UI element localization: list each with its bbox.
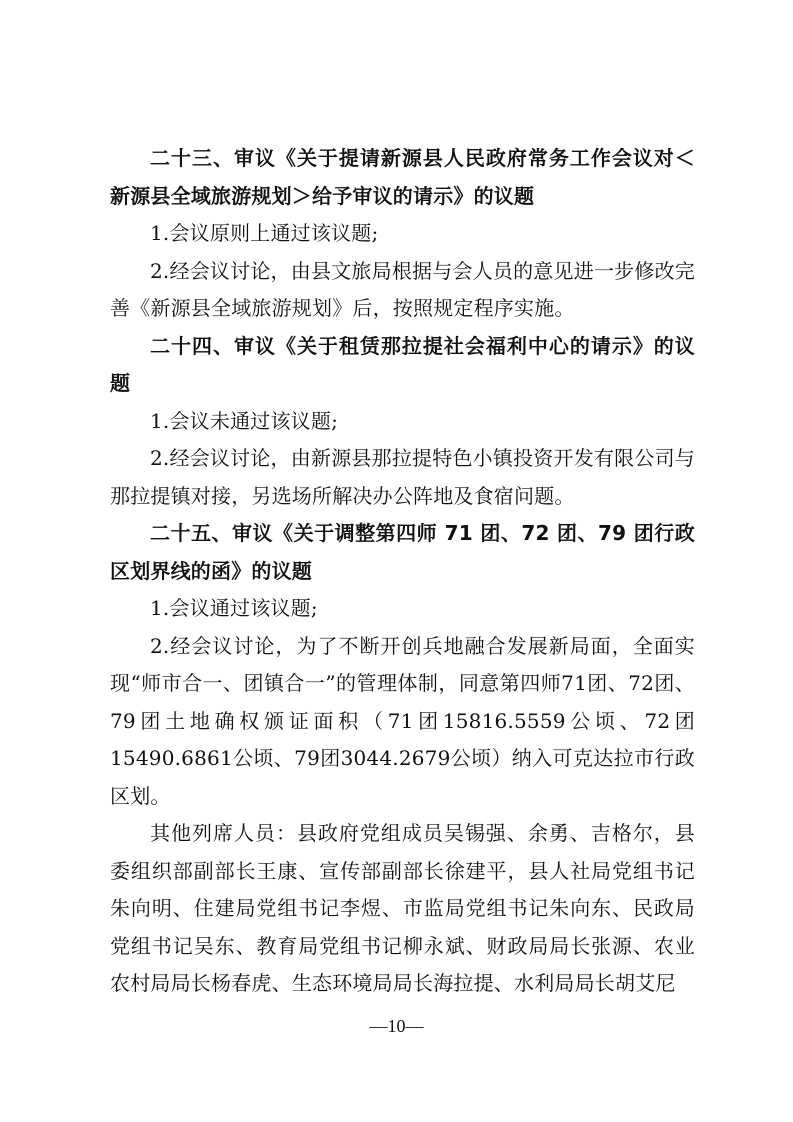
page-number: —10—	[369, 1016, 424, 1036]
agenda-item-25-decision-1: 1.会议通过该议题;	[150, 596, 318, 620]
document-body	[110, 140, 695, 1003]
other-attendees-paragraph: 其他列席人员：县政府党组成员吴锡强、余勇、吉格尔，县委组织部副部长王康、宣传部副部长徐建平，县人社局党组书记朱向明、住建局党组书记李煜、市监局党组书记朱向东、民政局党组书记吴东、教育局党组书记柳永斌、财政局局长张源、农业农村局局长杨春虎、生态环境局局长海拉提、水利局局长胡艾尼	[110, 821, 695, 995]
agenda-item-23-decision-1: 1.会议原则上通过该议题;	[150, 221, 379, 245]
agenda-item-25-decision-2: 2.经会议讨论，为了不断开创兵地融合发展新局面，全面实现“师市合一、团镇合一”的管理体制，同意第四师71团、72团、79团土地确权颁证面积（71团15816.5559公顷、72团15490.6861公顷、79团3044.2679公顷）纳入可克达拉市行政区划。	[110, 633, 695, 808]
agenda-item-23-decision-2: 2.经会议讨论，由县文旅局根据与会人员的意见进一步修改完善《新源县全域旅游规划》后，按照规定程序实施。	[110, 258, 695, 320]
agenda-item-24-decision-2: 2.经会议讨论，由新源县那拉提特色小镇投资开发有限公司与那拉提镇对接，另选场所解决办公阵地及食宿问题。	[110, 446, 695, 508]
agenda-item-25-heading: 二十五、审议《关于调整第四师 71 团、72 团、79 团行政区划界线的函》的议题	[110, 521, 695, 583]
agenda-item-24-heading: 二十四、审议《关于租赁那拉提社会福利中心的请示》的议题	[110, 333, 695, 395]
agenda-item-23-heading: 二十三、审议《关于提请新源县人民政府常务工作会议对＜新源县全域旅游规划＞给予审议的请示》的议题	[110, 146, 695, 208]
agenda-item-24-decision-1: 1.会议未通过该议题;	[150, 408, 339, 433]
